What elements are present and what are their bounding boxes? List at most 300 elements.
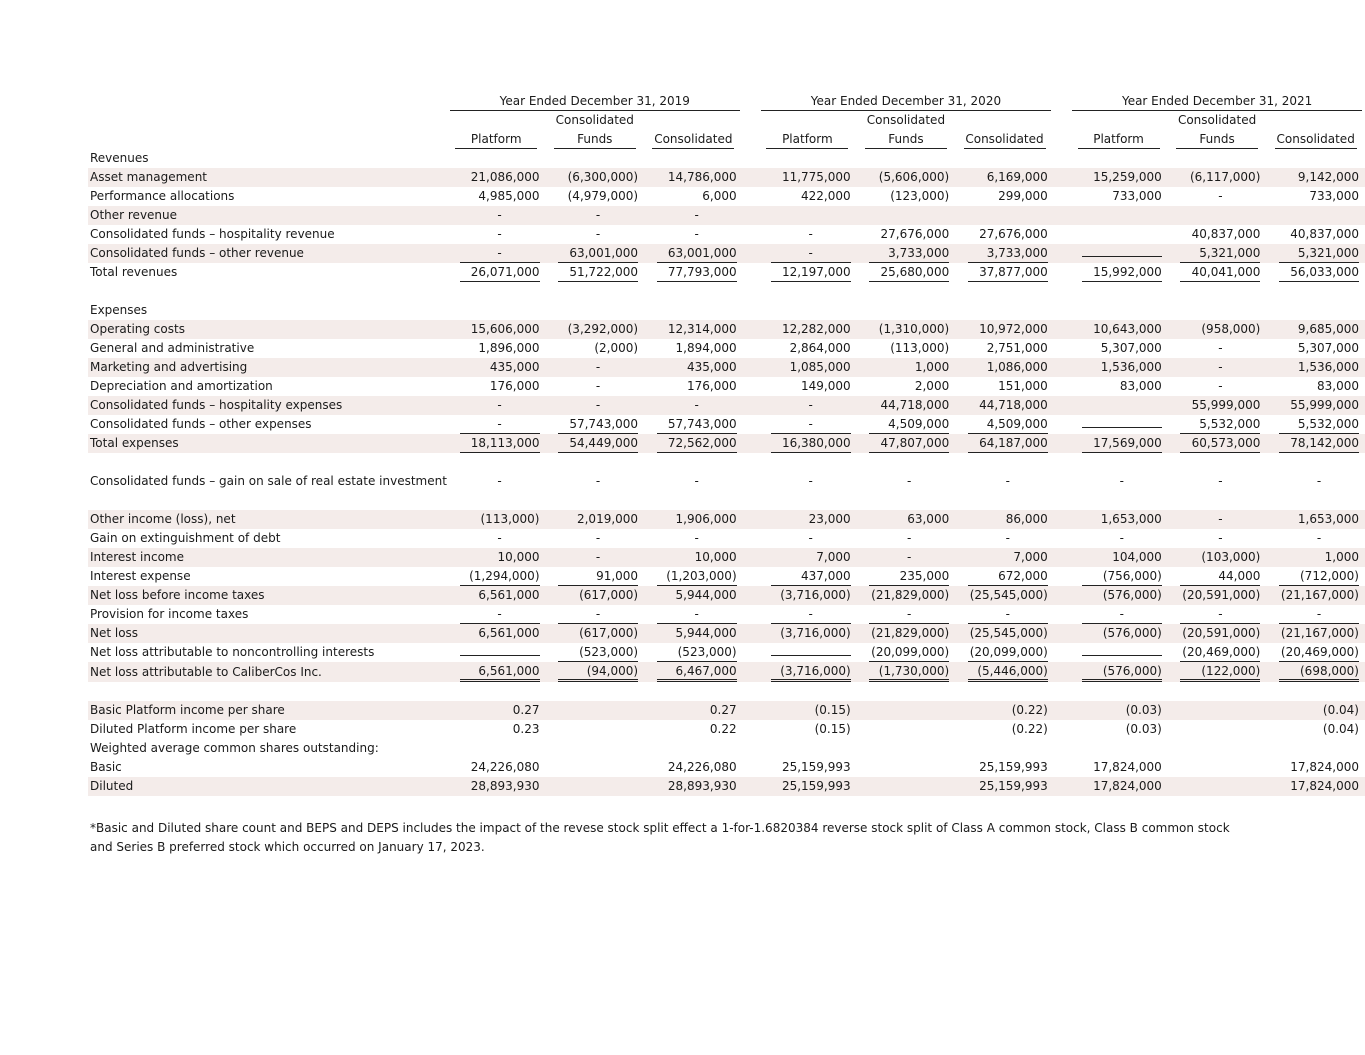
row-value: [857, 510, 956, 529]
value-text: (3,716,000): [771, 663, 851, 682]
value-text: 25,159,993: [781, 779, 851, 793]
value-text: 4,985,000: [478, 189, 540, 203]
row-label: Asset management: [88, 168, 447, 187]
row-value: [447, 244, 546, 263]
row-value: [1266, 415, 1365, 434]
value-text: 149,000: [801, 379, 851, 393]
row-value: [1168, 168, 1267, 187]
value-text: 1,086,000: [986, 360, 1048, 374]
row-value: [1266, 244, 1365, 263]
row-value: [955, 643, 1054, 662]
row-value: [758, 282, 857, 301]
spacer-row: [88, 491, 1365, 510]
table-row: [88, 206, 1365, 225]
value-text: 104,000: [1112, 550, 1162, 564]
row-value: [1069, 301, 1168, 320]
row-value: [955, 758, 1054, 777]
row-value: [546, 244, 645, 263]
header-year-1: [758, 92, 1054, 111]
row-value: [546, 434, 645, 453]
col-gap: [1054, 758, 1069, 777]
row-value: [1168, 206, 1267, 225]
row-value: [758, 453, 857, 472]
row-value: [644, 282, 743, 301]
row-value: [447, 339, 546, 358]
row-label: Operating costs: [88, 320, 447, 339]
row-value: [1266, 263, 1365, 282]
value-text: -: [595, 379, 601, 393]
value-text: 10,000: [497, 550, 540, 564]
row-value: [1168, 358, 1267, 377]
table-row: [88, 529, 1365, 548]
row-value: [955, 624, 1054, 643]
value-text: -: [1316, 474, 1322, 488]
column-header: [1266, 111, 1365, 130]
row-value: [1168, 682, 1267, 701]
row-value: [758, 472, 857, 491]
row-label: Marketing and advertising: [88, 358, 447, 377]
value-text: 2,751,000: [986, 341, 1048, 355]
row-value: [546, 777, 645, 796]
row-value: [955, 682, 1054, 701]
row-value: [546, 701, 645, 720]
row-value: [546, 225, 645, 244]
row-label: Consolidated funds – hospitality revenue: [90, 227, 335, 241]
col-gap: [743, 720, 758, 739]
row-value: [955, 472, 1054, 491]
row-value: [1266, 472, 1365, 491]
row-value: [1069, 377, 1168, 396]
table-row: [88, 434, 1365, 453]
column-header: [758, 130, 857, 149]
row-value: [1168, 739, 1267, 758]
col-gap: [1054, 701, 1069, 720]
row-value: [758, 586, 857, 605]
row-value: [955, 510, 1054, 529]
value-text: -: [808, 398, 813, 412]
row-value: [1069, 701, 1168, 720]
row-value: [644, 263, 743, 282]
row-value: [1266, 453, 1365, 472]
row-value: [857, 491, 956, 510]
value-text: 57,743,000: [657, 416, 737, 434]
col-gap: [1054, 168, 1069, 187]
col-gap: [1054, 739, 1069, 758]
col-gap: [743, 510, 758, 529]
value-text: 1,653,000: [1297, 512, 1359, 526]
header-blank: [88, 92, 447, 111]
value-text: (617,000): [579, 626, 639, 640]
row-value: [1168, 701, 1267, 720]
value-text: (523,000): [558, 644, 638, 662]
col-gap: [1054, 187, 1069, 206]
spacer-row: [88, 282, 1365, 301]
row-value: [1266, 320, 1365, 339]
value-text: 24,226,080: [667, 760, 737, 774]
value-text: 12,197,000: [771, 264, 851, 282]
value-text: 40,837,000: [1191, 227, 1261, 241]
row-value: [1069, 453, 1168, 472]
table-row: [88, 720, 1365, 739]
row-value: [1168, 662, 1267, 682]
column-header: [546, 130, 645, 149]
row-value: [644, 415, 743, 434]
col-gap: [1054, 720, 1069, 739]
row-label: Weighted average common shares outstanding:: [90, 741, 379, 755]
row-value: [758, 434, 857, 453]
row-value: [1168, 263, 1267, 282]
row-value: [546, 396, 645, 415]
row-value: [1069, 187, 1168, 206]
value-text: 5,944,000: [675, 588, 737, 602]
row-value: [1069, 624, 1168, 643]
row-value: [644, 510, 743, 529]
value-text: 151,000: [998, 379, 1048, 393]
row-value: [955, 434, 1054, 453]
value-text: (1,310,000): [878, 322, 950, 336]
row-value: [1168, 758, 1267, 777]
row-value: [758, 548, 857, 567]
row-label: Other revenue: [88, 206, 447, 225]
value-text: 5,307,000: [1297, 341, 1359, 355]
value-text: 1,536,000: [1297, 360, 1359, 374]
row-value: [1069, 263, 1168, 282]
table-row: [88, 758, 1365, 777]
value-text: (5,446,000): [968, 663, 1048, 682]
row-value: [644, 624, 743, 643]
value-text: -: [497, 474, 502, 488]
row-value: [546, 548, 645, 567]
row-label: Net loss attributable to CaliberCos Inc.: [88, 662, 447, 682]
col-gap: [743, 168, 758, 187]
col-gap: [1054, 662, 1069, 682]
column-header-text: Consolidated: [1275, 131, 1357, 149]
value-text: -: [771, 245, 851, 263]
row-value: [857, 377, 956, 396]
row-value: [1168, 567, 1267, 586]
row-value: [857, 472, 956, 491]
spacer-row: [88, 682, 1365, 701]
value-text: 2,019,000: [576, 512, 639, 526]
value-text: (122,000): [1180, 663, 1260, 682]
header-cols-row-0: [88, 111, 1365, 130]
value-text: [1082, 256, 1162, 257]
row-value: [758, 396, 857, 415]
table-row: [88, 358, 1365, 377]
value-text: -: [460, 416, 540, 434]
row-value: [857, 643, 956, 662]
row-value: [546, 377, 645, 396]
table-row: [88, 168, 1365, 187]
value-text: 1,906,000: [675, 512, 737, 526]
column-header: [857, 130, 956, 149]
value-text: -: [694, 208, 699, 222]
row-value: [758, 358, 857, 377]
value-text: 91,000: [558, 568, 638, 586]
column-header-text: Funds: [554, 131, 636, 149]
row-value: [644, 701, 743, 720]
col-gap: [743, 263, 758, 282]
value-text: -: [907, 550, 912, 564]
row-label: Basic: [90, 760, 122, 774]
value-text: -: [808, 474, 813, 488]
row-value: [1069, 320, 1168, 339]
row-value: [857, 758, 956, 777]
value-text: 27,676,000: [979, 227, 1048, 241]
header-blank: [88, 130, 447, 149]
value-text: 2,000: [914, 379, 950, 393]
table-row: [88, 662, 1365, 682]
value-text: 54,449,000: [558, 435, 638, 453]
value-text: 6,561,000: [460, 663, 540, 682]
row-value: [447, 358, 546, 377]
value-text: 12,282,000: [781, 322, 851, 336]
row-value: [758, 701, 857, 720]
value-text: 1,894,000: [675, 341, 737, 355]
value-text: 64,187,000: [968, 435, 1048, 453]
value-text: 435,000: [687, 360, 737, 374]
row-value: [546, 758, 645, 777]
row-label: General and administrative: [90, 341, 255, 355]
row-label: Total expenses: [88, 434, 447, 453]
row-label: Consolidated funds – hospitality expenses: [88, 396, 447, 415]
col-gap: [743, 586, 758, 605]
value-text: 1,000: [1324, 550, 1359, 564]
value-text: -: [1218, 189, 1223, 203]
column-header-text: Platform: [1078, 131, 1160, 149]
row-value: [758, 491, 857, 510]
value-text: (1,294,000): [460, 568, 540, 586]
row-value: [758, 187, 857, 206]
row-value: [447, 415, 546, 434]
col-gap: [743, 453, 758, 472]
column-header-text: Consolidated: [964, 131, 1046, 149]
col-gap: [1054, 624, 1069, 643]
row-value: [447, 434, 546, 453]
col-gap: [743, 149, 758, 168]
row-value: [546, 358, 645, 377]
row-label: [88, 282, 447, 301]
row-label: Revenues: [90, 151, 149, 165]
col-gap: [743, 758, 758, 777]
row-label: [88, 682, 447, 701]
value-text: (6,117,000): [1189, 170, 1261, 184]
value-text: 27,676,000: [880, 227, 950, 241]
value-text: (20,591,000): [1182, 626, 1261, 640]
row-value: [1266, 662, 1365, 682]
table-row: [88, 624, 1365, 643]
value-text: [460, 655, 540, 656]
value-text: 55,999,000: [1191, 398, 1261, 412]
table-row: [88, 777, 1365, 796]
row-value: [546, 605, 645, 624]
table-row: [88, 643, 1365, 662]
row-value: [758, 624, 857, 643]
row-value: [1168, 244, 1267, 263]
row-value: [644, 548, 743, 567]
row-label: Diluted: [88, 777, 447, 796]
col-gap: [1054, 434, 1069, 453]
row-value: [546, 149, 645, 168]
row-value: [1266, 396, 1365, 415]
row-value: [644, 643, 743, 662]
value-text: 10,000: [694, 550, 737, 564]
value-text: 63,001,000: [558, 245, 638, 263]
row-value: [447, 529, 546, 548]
col-gap: [743, 111, 758, 130]
value-text: 47,807,000: [869, 435, 949, 453]
row-value: [758, 777, 857, 796]
row-value: [955, 149, 1054, 168]
row-value: [447, 777, 546, 796]
row-value: [1266, 301, 1365, 320]
row-value: [644, 586, 743, 605]
value-text: (21,167,000): [1280, 588, 1359, 602]
row-value: [447, 758, 546, 777]
value-text: 15,606,000: [470, 322, 540, 336]
income-statement-table: [88, 92, 1365, 796]
col-gap: [743, 396, 758, 415]
value-text: 5,532,000: [1279, 416, 1359, 434]
column-header: [644, 111, 743, 130]
value-text: 28,893,930: [470, 779, 540, 793]
value-text: 9,685,000: [1297, 322, 1359, 336]
row-value: [758, 643, 857, 662]
col-gap: [1054, 301, 1069, 320]
row-value: [447, 453, 546, 472]
value-text: (756,000): [1082, 568, 1162, 586]
row-value: [857, 453, 956, 472]
year-label: Year Ended December 31, 2021: [1072, 93, 1362, 111]
col-gap: [1054, 149, 1069, 168]
value-text: 2,864,000: [789, 341, 851, 355]
table-row: [88, 739, 1365, 758]
row-value: [857, 358, 956, 377]
value-text: -: [460, 245, 540, 263]
table-row: [88, 415, 1365, 434]
row-value: [447, 282, 546, 301]
row-label: Net loss attributable to noncontrolling interests: [90, 645, 375, 659]
col-gap: [743, 320, 758, 339]
column-header-text: Funds: [1176, 131, 1258, 149]
value-text: (0.15): [814, 722, 851, 736]
row-value: [1168, 643, 1267, 662]
value-text: -: [595, 550, 601, 564]
row-value: [857, 662, 956, 682]
value-text: 7,000: [816, 550, 851, 564]
row-value: [644, 244, 743, 263]
value-text: (0.03): [1125, 703, 1162, 717]
row-value: [546, 529, 645, 548]
row-value: [1266, 567, 1365, 586]
row-value: [955, 263, 1054, 282]
value-text: -: [558, 606, 638, 624]
value-text: (0.03): [1125, 722, 1162, 736]
value-text: 15,259,000: [1093, 170, 1162, 184]
col-gap: [1054, 358, 1069, 377]
value-text: -: [595, 398, 601, 412]
row-value: [644, 396, 743, 415]
row-value: [1168, 491, 1267, 510]
row-label: Consolidated funds – other revenue: [88, 244, 447, 263]
row-value: [546, 415, 645, 434]
row-value: [1069, 168, 1168, 187]
row-value: [1069, 358, 1168, 377]
row-value: [955, 739, 1054, 758]
value-text: 5,321,000: [1279, 245, 1359, 263]
row-label: Interest expense: [90, 569, 191, 583]
value-text: (698,000): [1279, 663, 1359, 682]
row-value: [1168, 301, 1267, 320]
row-value: [857, 301, 956, 320]
row-value: [758, 529, 857, 548]
col-gap: [1054, 92, 1069, 111]
value-text: (20,469,000): [1279, 644, 1359, 662]
column-header: [447, 111, 546, 130]
row-value: [758, 605, 857, 624]
row-value: [1168, 453, 1267, 472]
row-value: [1266, 682, 1365, 701]
col-gap: [1054, 377, 1069, 396]
value-text: 3,733,000: [968, 245, 1048, 263]
row-value: [644, 434, 743, 453]
row-value: [955, 453, 1054, 472]
table-row: [88, 149, 1365, 168]
row-value: [447, 301, 546, 320]
table-row: [88, 339, 1365, 358]
value-text: 235,000: [869, 568, 949, 586]
value-text: 10,972,000: [979, 322, 1048, 336]
value-text: (20,099,000): [869, 644, 949, 662]
row-value: [644, 301, 743, 320]
row-value: [546, 567, 645, 586]
value-text: 24,226,080: [470, 760, 540, 774]
row-value: [857, 187, 956, 206]
row-label: Consolidated funds – other expenses: [90, 417, 312, 431]
row-value: [546, 739, 645, 758]
value-text: 17,824,000: [1093, 779, 1162, 793]
value-text: -: [595, 531, 601, 545]
value-text: -: [1180, 606, 1260, 624]
row-value: [1266, 377, 1365, 396]
col-gap: [743, 643, 758, 662]
row-value: [546, 662, 645, 682]
row-value: [955, 777, 1054, 796]
col-gap: [743, 92, 758, 111]
year-label: Year Ended December 31, 2020: [761, 93, 1051, 111]
value-text: -: [869, 606, 949, 624]
col-gap: [1054, 453, 1069, 472]
row-value: [447, 548, 546, 567]
row-value: [644, 320, 743, 339]
row-value: [447, 624, 546, 643]
row-value: [447, 168, 546, 187]
value-text: (25,545,000): [969, 588, 1048, 602]
row-value: [1069, 758, 1168, 777]
value-text: -: [497, 398, 502, 412]
row-value: [955, 415, 1054, 434]
row-value: [644, 339, 743, 358]
value-text: 7,000: [1013, 550, 1048, 564]
col-gap: [1054, 548, 1069, 567]
row-value: [758, 415, 857, 434]
column-header: [1168, 130, 1267, 149]
row-label: Consolidated funds – gain on sale of real estate investment: [90, 474, 447, 488]
value-text: 18,113,000: [460, 435, 540, 453]
value-text: (2,000): [594, 341, 639, 355]
value-text: (0.15): [814, 703, 851, 717]
row-value: [758, 301, 857, 320]
